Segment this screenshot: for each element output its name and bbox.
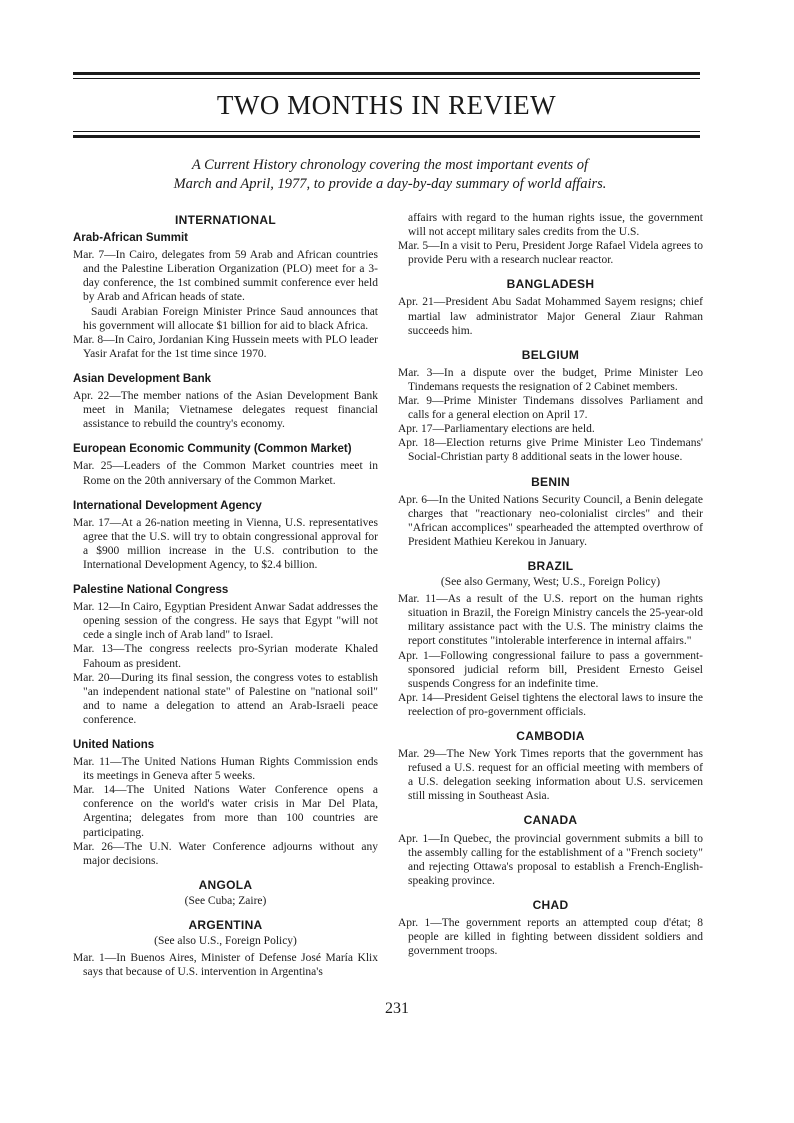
subtitle-line-2: March and April, 1977, to provide a day-by-day summary of world affairs. [173, 176, 607, 192]
bottom-rule-thick [73, 135, 700, 138]
page-title: TWO MONTHS IN REVIEW [216, 90, 557, 120]
cross-reference: (See also Germany, West; U.S., Foreign Policy) [440, 576, 661, 589]
section-cambodia: CAMBODIA [516, 729, 585, 743]
entry: Mar. 13—The congress reelects pro-Syrian moderate Khaled Fahoum as president. [73, 643, 378, 670]
subtitle [140, 156, 640, 194]
entry: Mar. 26—The U.N. Water Conference adjourns without any major decisions. [73, 840, 378, 867]
page-number: 231 [385, 1000, 409, 1017]
cross-reference: (See Cuba; Zaire) [184, 894, 267, 907]
entry: Mar. 29—The New York Times reports that the government has refused a U.S. request for an official meeting with members of a U.S. delegation seeking information about U.S. servicemen still missing in Southeast Asia. [398, 748, 703, 803]
entry: Mar. 25—Leaders of the Common Market countries meet in Rome on the 20th anniversary of the Common Market. [73, 460, 378, 487]
entry-continued: affairs with regard to the human rights issue, the government will not accept military sales credits from the U.S. [408, 212, 703, 239]
entry: Apr. 18—Election returns give Prime Minister Leo Tindemans' Social-Christian party 8 additional seats in the lower house. [398, 437, 703, 464]
entry: Apr. 14—President Geisel tightens the electoral laws to insure the reelection of pro-government officials. [398, 691, 703, 718]
section-angola: ANGOLA [198, 877, 253, 892]
subsection-un: United Nations [73, 739, 155, 751]
section-argentina: ARGENTINA [188, 918, 263, 933]
subsection-eec: European Economic Community (Common Market) [73, 443, 352, 456]
entry: Mar. 14—The United Nations Water Conference opens a conference on the world's water crisis in Mar Del Plata, Argentina; delegates from more than 100 countries are participating. [73, 784, 378, 839]
entry: Apr. 17—Parliamentary elections are held. [398, 423, 595, 436]
subsection-arab-african: Arab-African Summit [73, 232, 189, 245]
entry: Apr. 1—The government reports an attempted coup d'état; 8 people are killed in fighting between dissident soldiers and government troops. [398, 917, 703, 958]
entry: Apr. 1—In Quebec, the provincial government submits a bill to the assembly calling for the establishment of a "French society" and rejecting Ottawa's proposal to establish a French-English-speaking province. [398, 832, 703, 887]
entry: Mar. 9—Prime Minister Tindemans dissolves Parliament and calls for a general election on April 17. [398, 395, 703, 422]
entry: Mar. 7—In Cairo, delegates from 59 Arab and African countries and the Palestine Liberation Organization (PLO) meet for a 3-day conference, the 1st combined summit conference ever held by Arab and African heads of state. [73, 249, 378, 304]
entry: Apr. 1—Following congressional failure to pass a government-sponsored judicial reform bill, President Ernesto Geisel suspends Congress for an indefinite time. [398, 649, 703, 690]
entry: Apr. 22—The member nations of the Asian Development Bank meet in Manila; Vietnamese delegates request financial assistance to rebuild the country's economy. [73, 390, 378, 431]
entry: Apr. 6—In the United Nations Security Council, a Benin delegate charges that "reactionary neo-colonialist circles" and their "African accomplices" spearheaded the attempted overthrow of President Mathieu Kerekou in January. [398, 493, 703, 548]
top-rule-thick [73, 72, 700, 75]
subtitle-line-1: A Current History chronology covering the most important events of [191, 157, 589, 173]
entry: Mar. 12—In Cairo, Egyptian President Anwar Sadat addresses the opening session of the congress. He says that Egypt "will not cede a single inch of Arab land" to Israel. [73, 601, 378, 642]
subsection-asian-dev: Asian Development Bank [73, 372, 212, 385]
entry: Mar. 11—The United Nations Human Rights Commission ends its meetings in Geneva after 5 weeks. [73, 756, 378, 783]
subsection-ida: International Development Agency [73, 499, 262, 512]
left-column [73, 211, 378, 979]
entry: Mar. 5—In a visit to Peru, President Jorge Rafael Videla agrees to provide Peru with a research nuclear reactor. [398, 240, 703, 267]
entry: Mar. 3—In a dispute over the budget, Prime Minister Leo Tindemans requests the resignation of 2 Cabinet members. [398, 366, 703, 393]
entry: Mar. 17—At a 26-nation meeting in Vienna, U.S. representatives agree that the U.S. will try to obtain congressional approval for a $900 million increase in the U.S. contribution to the International Development Agency, to $2.4 billion. [73, 516, 378, 571]
entry: Mar. 8—In Cairo, Jordanian King Hussein meets with PLO leader Yasir Arafat for the 1st time since 1970. [73, 333, 378, 360]
section-bangladesh: BANGLADESH [506, 277, 595, 292]
entry: Apr. 21—President Abu Sadat Mohammed Sayem resigns; chief martial law administrator Major General Ziaur Rahman succeeds him. [398, 296, 703, 337]
section-international: INTERNATIONAL [174, 213, 276, 227]
subsection-pnc: Palestine National Congress [73, 584, 229, 597]
entry: Mar. 11—As a result of the U.S. report on the human rights situation in Brazil, the Foreign Ministry cancels the 25-year-old military assistance pact with the U.S. The ministry claims the report constitutes "intolerable interference in internal affairs." [398, 593, 703, 648]
section-benin: BENIN [531, 474, 570, 489]
section-canada: CANADA [523, 813, 578, 828]
cross-reference: (See also U.S., Foreign Policy) [154, 935, 297, 948]
bottom-rule-thin [73, 131, 700, 132]
section-chad: CHAD [532, 897, 569, 912]
right-column [398, 211, 703, 958]
entry: Mar. 20—During its final session, the congress votes to establish "an independent national state" of Palestine on "national soil" and to name a delegation to attend an Arab-Israeli peace conference. [73, 671, 378, 726]
section-belgium: BELGIUM [521, 347, 580, 362]
top-rule-thin [73, 78, 700, 79]
entry: Saudi Arabian Foreign Minister Prince Saud announces that his government will allocate $1 billion for aid to black Africa. [83, 305, 378, 332]
section-brazil: BRAZIL [527, 558, 574, 573]
entry: Mar. 1—In Buenos Aires, Minister of Defense José María Klix says that because of U.S. intervention in Argentina's [73, 952, 378, 979]
